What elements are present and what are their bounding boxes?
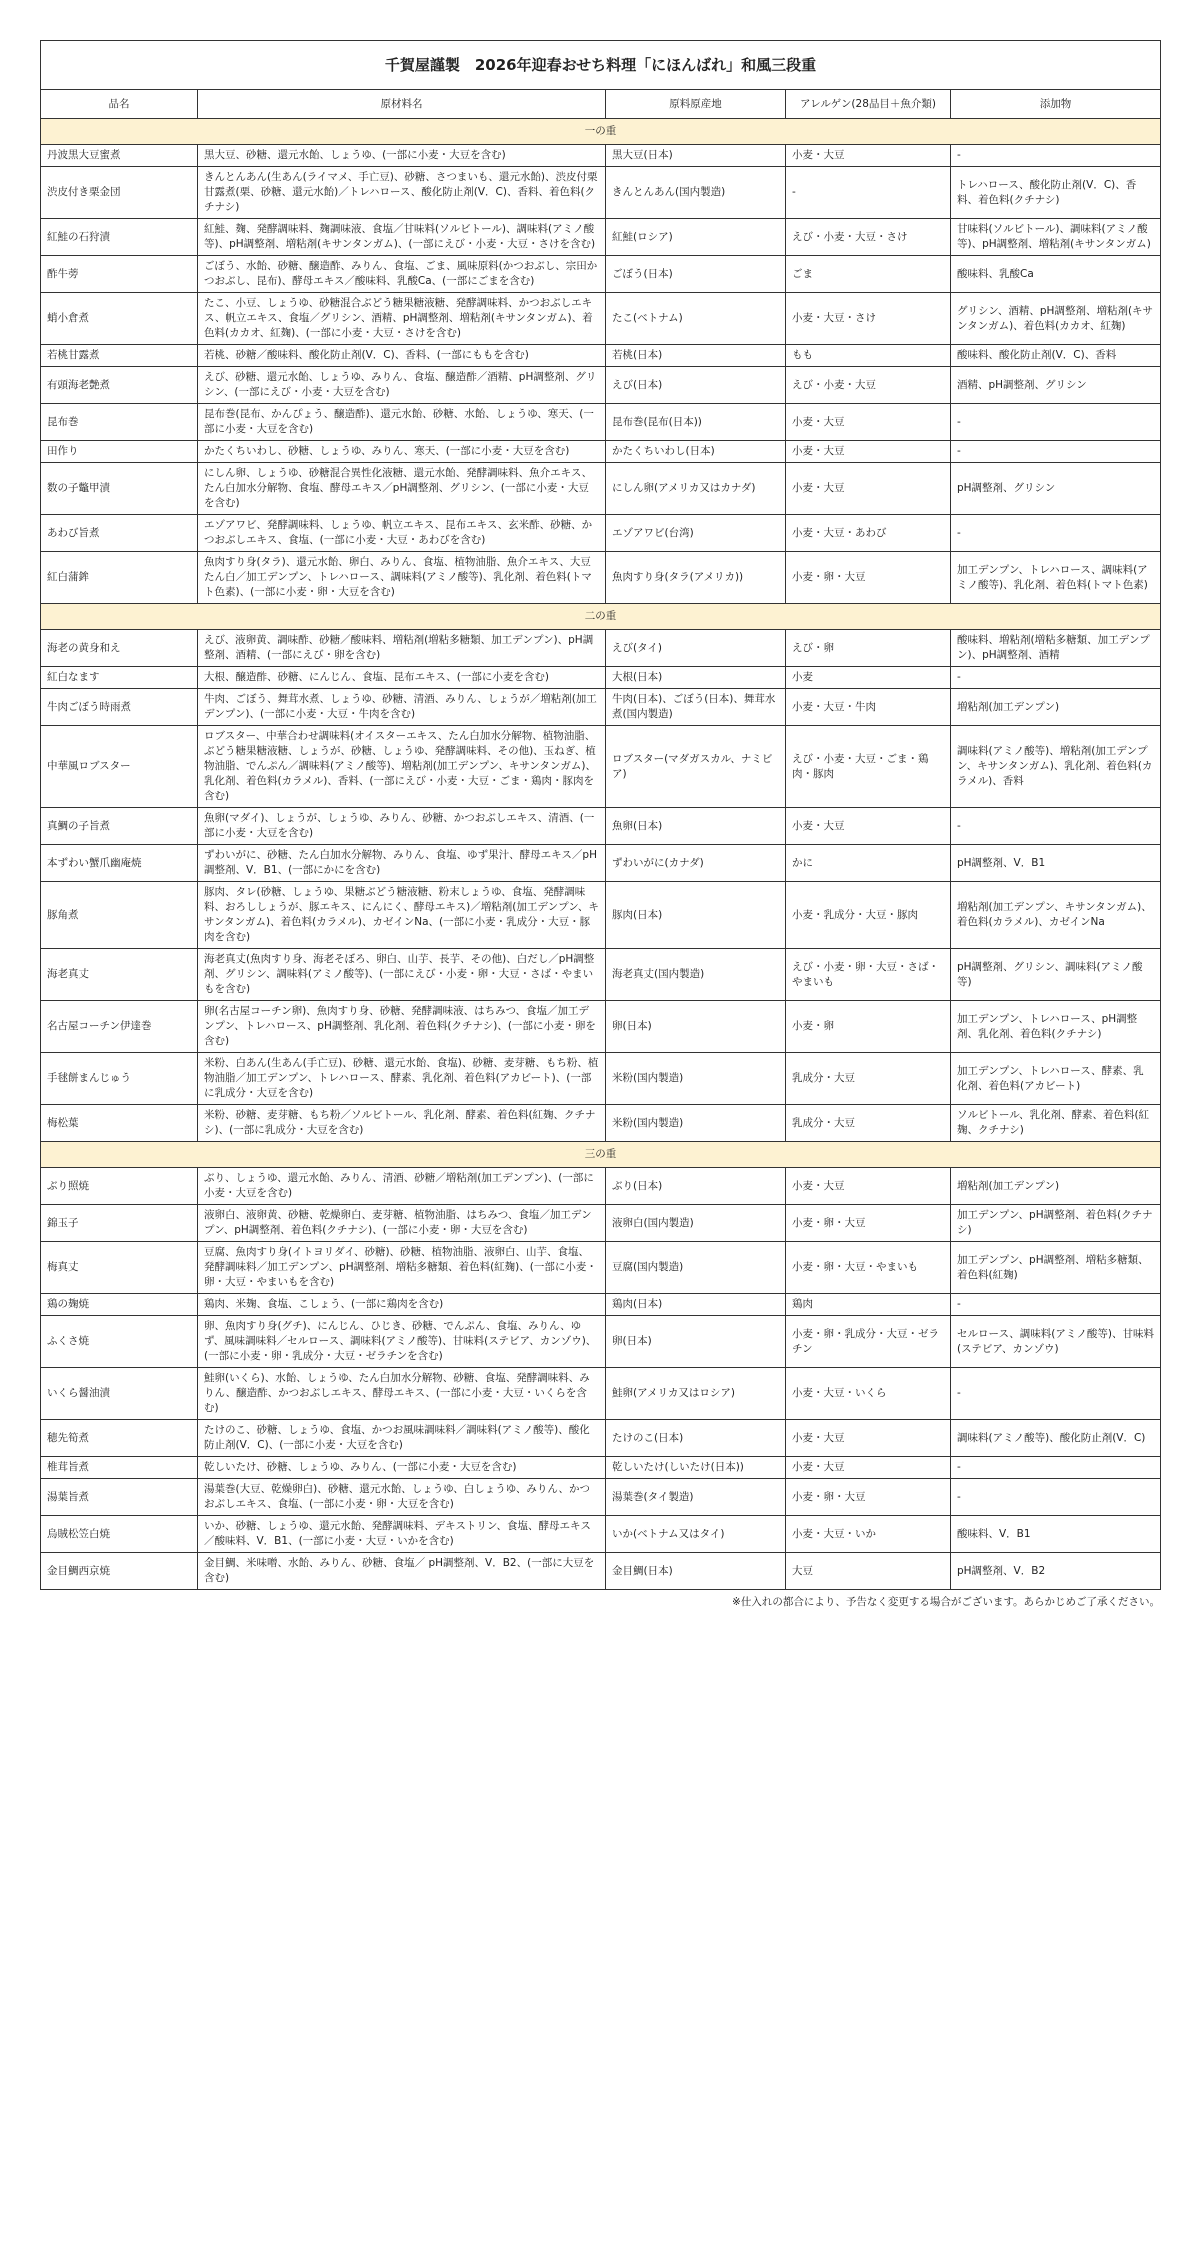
ingredients-cell: いか、砂糖、しょうゆ、還元水飴、発酵調味料、デキストリン、食塩、酵母エキス／酸味料、V．B1、(一部に小麦・大豆・いかを含む) bbox=[198, 1516, 606, 1553]
ingredients-cell: エゾアワビ、発酵調味料、しょうゆ、帆立エキス、昆布エキス、玄米酢、砂糖、かつおぶしエキス、食塩、(一部に小麦・大豆・あわびを含む) bbox=[198, 515, 606, 552]
allergen-cell: かに bbox=[786, 845, 951, 882]
table-row bbox=[41, 1168, 1161, 1205]
item-name-cell: 酢牛蒡 bbox=[41, 256, 198, 293]
item-name-cell: 海老の黄身和え bbox=[41, 630, 198, 667]
table-row bbox=[41, 1479, 1161, 1516]
item-name-cell: 真鯛の子旨煮 bbox=[41, 808, 198, 845]
origin-cell: 湯葉巻(タイ製造) bbox=[606, 1479, 786, 1516]
table-row bbox=[41, 515, 1161, 552]
allergen-cell: えび・小麦・大豆・ごま・鶏肉・豚肉 bbox=[786, 726, 951, 808]
additives-cell: pH調整剤、グリシン bbox=[951, 463, 1161, 515]
origin-cell: たけのこ(日本) bbox=[606, 1420, 786, 1457]
origin-cell: 卵(日本) bbox=[606, 1001, 786, 1053]
origin-cell: 魚卵(日本) bbox=[606, 808, 786, 845]
allergen-cell: 小麦・大豆・いくら bbox=[786, 1368, 951, 1420]
additives-cell: pH調整剤、V．B2 bbox=[951, 1553, 1161, 1590]
ingredients-cell: かたくちいわし、砂糖、しょうゆ、みりん、寒天、(一部に小麦・大豆を含む) bbox=[198, 441, 606, 463]
ingredients-cell: 牛肉、ごぼう、舞茸水煮、しょうゆ、砂糖、清酒、みりん、しょうが／増粘剤(加工デンプン)、(一部に小麦・大豆・牛肉を含む) bbox=[198, 689, 606, 726]
item-name-cell: あわび旨煮 bbox=[41, 515, 198, 552]
allergen-cell: 鶏肉 bbox=[786, 1294, 951, 1316]
item-name-cell: 烏賊松笠白焼 bbox=[41, 1516, 198, 1553]
additives-cell: ソルビトール、乳化剤、酵素、着色料(紅麹、クチナシ) bbox=[951, 1105, 1161, 1142]
additives-cell: 調味料(アミノ酸等)、増粘剤(加工デンプン、キサンタンガム)、乳化剤、着色料(カラメル)、香料 bbox=[951, 726, 1161, 808]
ingredients-cell: ぶり、しょうゆ、還元水飴、みりん、清酒、砂糖／増粘剤(加工デンプン)、(一部に小麦・大豆を含む) bbox=[198, 1168, 606, 1205]
item-name-cell: 紅鮭の石狩漬 bbox=[41, 219, 198, 256]
table-row bbox=[41, 1420, 1161, 1457]
allergen-cell: 小麦・卵・乳成分・大豆・ゼラチン bbox=[786, 1316, 951, 1368]
origin-cell: えび(タイ) bbox=[606, 630, 786, 667]
allergen-cell: 小麦・卵 bbox=[786, 1001, 951, 1053]
table-row bbox=[41, 219, 1161, 256]
table-row bbox=[41, 845, 1161, 882]
additives-cell: pH調整剤、グリシン、調味料(アミノ酸等) bbox=[951, 949, 1161, 1001]
table-row bbox=[41, 726, 1161, 808]
additives-cell: 加工デンプン、トレハロース、pH調整剤、乳化剤、着色料(クチナシ) bbox=[951, 1001, 1161, 1053]
footnote: ※仕入れの都合により、予告なく変更する場合がございます。あらかじめご了承ください。 bbox=[732, 1596, 1160, 1608]
table-row bbox=[41, 552, 1161, 604]
origin-cell: 鶏肉(日本) bbox=[606, 1294, 786, 1316]
table-body bbox=[41, 119, 1161, 1590]
item-name-cell: 海老真丈 bbox=[41, 949, 198, 1001]
item-name-cell: ふくさ焼 bbox=[41, 1316, 198, 1368]
item-name-cell: 紅白なます bbox=[41, 667, 198, 689]
item-name-cell: 錦玉子 bbox=[41, 1205, 198, 1242]
table-row bbox=[41, 1001, 1161, 1053]
table-row bbox=[41, 882, 1161, 949]
origin-cell: 大根(日本) bbox=[606, 667, 786, 689]
item-name-cell: 牛肉ごぼう時雨煮 bbox=[41, 689, 198, 726]
item-name-cell: 昆布巻 bbox=[41, 404, 198, 441]
ingredients-cell: 液卵白、液卵黄、砂糖、乾燥卵白、麦芽糖、植物油脂、はちみつ、食塩／加工デンプン、pH調整剤、着色料(クチナシ)、(一部に小麦・卵・大豆を含む) bbox=[198, 1205, 606, 1242]
table-row bbox=[41, 689, 1161, 726]
additives-cell: 加工デンプン、pH調整剤、着色料(クチナシ) bbox=[951, 1205, 1161, 1242]
allergen-cell: えび・卵 bbox=[786, 630, 951, 667]
ingredients-cell: 若桃、砂糖／酸味料、酸化防止剤(V．C)、香料、(一部にももを含む) bbox=[198, 345, 606, 367]
origin-cell: 米粉(国内製造) bbox=[606, 1053, 786, 1105]
allergen-cell: ごま bbox=[786, 256, 951, 293]
column-header: 添加物 bbox=[951, 90, 1161, 119]
table-row bbox=[41, 1053, 1161, 1105]
section-header-row bbox=[41, 604, 1161, 630]
ingredients-cell: ずわいがに、砂糖、たん白加水分解物、みりん、食塩、ゆず果汁、酵母エキス／pH調整剤、V．B1、(一部にかにを含む) bbox=[198, 845, 606, 882]
section-title: 三の重 bbox=[41, 1142, 1161, 1168]
ingredients-cell: 魚卵(マダイ)、しょうが、しょうゆ、みりん、砂糖、かつおぶしエキス、清酒、(一部に小麦・大豆を含む) bbox=[198, 808, 606, 845]
section-title: 二の重 bbox=[41, 604, 1161, 630]
allergen-cell: 小麦・卵・大豆・やまいも bbox=[786, 1242, 951, 1294]
ingredients-cell: 黒大豆、砂糖、還元水飴、しょうゆ、(一部に小麦・大豆を含む) bbox=[198, 145, 606, 167]
origin-cell: たこ(ベトナム) bbox=[606, 293, 786, 345]
additives-cell: 増粘剤(加工デンプン) bbox=[951, 1168, 1161, 1205]
item-name-cell: 丹波黒大豆蜜煮 bbox=[41, 145, 198, 167]
allergen-cell: えび・小麦・大豆 bbox=[786, 367, 951, 404]
table-row bbox=[41, 404, 1161, 441]
ingredients-cell: 鮭卵(いくら)、水飴、しょうゆ、たん白加水分解物、砂糖、食塩、発酵調味料、みりん、醸造酢、かつおぶしエキス、酵母エキス、(一部に小麦・大豆・いくらを含む) bbox=[198, 1368, 606, 1420]
additives-cell: 酸味料、酸化防止剤(V．C)、香料 bbox=[951, 345, 1161, 367]
origin-cell: 卵(日本) bbox=[606, 1316, 786, 1368]
ingredients-cell: えび、液卵黄、調味酢、砂糖／酸味料、増粘剤(増粘多糖類、加工デンプン)、pH調整剤、酒精、(一部にえび・卵を含む) bbox=[198, 630, 606, 667]
origin-cell: 金目鯛(日本) bbox=[606, 1553, 786, 1590]
additives-cell: 甘味料(ソルビトール)、調味料(アミノ酸等)、pH調整剤、増粘剤(キサンタンガム) bbox=[951, 219, 1161, 256]
item-name-cell: 金目鯛西京焼 bbox=[41, 1553, 198, 1590]
additives-cell: グリシン、酒精、pH調整剤、増粘剤(キサンタンガム)、着色料(カカオ、紅麹) bbox=[951, 293, 1161, 345]
additives-cell: トレハロース、酸化防止剤(V．C)、香料、着色料(クチナシ) bbox=[951, 167, 1161, 219]
item-name-cell: 梅真丈 bbox=[41, 1242, 198, 1294]
item-name-cell: 紅白蒲鉾 bbox=[41, 552, 198, 604]
ingredients-cell: 海老真丈(魚肉すり身、海老そぼろ、卵白、山芋、長芋、その他)、白だし／pH調整剤、グリシン、調味料(アミノ酸等)、(一部にえび・小麦・卵・大豆・さば・やまいもを含む) bbox=[198, 949, 606, 1001]
origin-cell: 豚肉(日本) bbox=[606, 882, 786, 949]
ingredients-cell: 乾しいたけ、砂糖、しょうゆ、みりん、(一部に小麦・大豆を含む) bbox=[198, 1457, 606, 1479]
table-row bbox=[41, 1553, 1161, 1590]
item-name-cell: 蛸小倉煮 bbox=[41, 293, 198, 345]
origin-cell: 米粉(国内製造) bbox=[606, 1105, 786, 1142]
table-row bbox=[41, 808, 1161, 845]
allergen-cell: 小麦・卵・大豆 bbox=[786, 1205, 951, 1242]
origin-cell: 紅鮭(ロシア) bbox=[606, 219, 786, 256]
origin-cell: 牛肉(日本)、ごぼう(日本)、舞茸水煮(国内製造) bbox=[606, 689, 786, 726]
allergen-cell: 乳成分・大豆 bbox=[786, 1105, 951, 1142]
origin-cell: ごぼう(日本) bbox=[606, 256, 786, 293]
ingredients-cell: 大根、醸造酢、砂糖、にんじん、食塩、昆布エキス、(一部に小麦を含む) bbox=[198, 667, 606, 689]
item-name-cell: 田作り bbox=[41, 441, 198, 463]
ingredients-cell: たこ、小豆、しょうゆ、砂糖混合ぶどう糖果糖液糖、発酵調味料、かつおぶしエキス、帆立エキス、食塩／グリシン、酒精、pH調整剤、増粘剤(キサンタンガム)、着色料(カカオ、紅麹)、(一部に小麦・大豆・さけを含む) bbox=[198, 293, 606, 345]
allergen-cell: 小麦・大豆 bbox=[786, 404, 951, 441]
section-header-row bbox=[41, 119, 1161, 145]
additives-cell: 増粘剤(加工デンプン) bbox=[951, 689, 1161, 726]
page-title: 千賀屋謹製 2026年迎春おせち料理「にほんばれ」和風三段重 bbox=[41, 41, 1161, 90]
ingredients-cell: ロブスター、中華合わせ調味料(オイスターエキス、たん白加水分解物、植物油脂、ぶどう糖果糖液糖、しょうが、砂糖、しょうゆ、発酵調味料、その他)、玉ねぎ、植物油脂、でんぷん／調味料(アミノ酸等)、増粘剤(加工デンプン、キサンタンガム)、乳化剤、着色料(カラメル)、香料、(一部にえび・小麦・大豆・ごま・鶏肉・豚肉を含む) bbox=[198, 726, 606, 808]
table-row bbox=[41, 1105, 1161, 1142]
item-name-cell: 若桃甘露煮 bbox=[41, 345, 198, 367]
origin-cell: きんとんあん(国内製造) bbox=[606, 167, 786, 219]
additives-cell: - bbox=[951, 1294, 1161, 1316]
item-name-cell: 有頭海老艶煮 bbox=[41, 367, 198, 404]
allergen-cell: 小麦・大豆・あわび bbox=[786, 515, 951, 552]
table-row bbox=[41, 145, 1161, 167]
item-name-cell: 本ずわい蟹爪幽庵焼 bbox=[41, 845, 198, 882]
table-row bbox=[41, 1368, 1161, 1420]
allergen-cell: もも bbox=[786, 345, 951, 367]
additives-cell: 加工デンプン、トレハロース、調味料(アミノ酸等)、乳化剤、着色料(トマト色素) bbox=[951, 552, 1161, 604]
origin-cell: いか(ベトナム又はタイ) bbox=[606, 1516, 786, 1553]
additives-cell: - bbox=[951, 145, 1161, 167]
column-headers bbox=[41, 90, 1161, 119]
column-header: 原材料名 bbox=[198, 90, 606, 119]
item-name-cell: 椎茸旨煮 bbox=[41, 1457, 198, 1479]
item-name-cell: 手毬餅まんじゅう bbox=[41, 1053, 198, 1105]
table-row bbox=[41, 667, 1161, 689]
table-row bbox=[41, 1205, 1161, 1242]
item-name-cell: 豚角煮 bbox=[41, 882, 198, 949]
table-row bbox=[41, 1294, 1161, 1316]
table-row bbox=[41, 367, 1161, 404]
origin-cell: ずわいがに(カナダ) bbox=[606, 845, 786, 882]
ingredients-cell: 鶏肉、米麹、食塩、こしょう、(一部に鶏肉を含む) bbox=[198, 1294, 606, 1316]
table-row bbox=[41, 630, 1161, 667]
origin-cell: 海老真丈(国内製造) bbox=[606, 949, 786, 1001]
additives-cell: セルロース、調味料(アミノ酸等)、甘味料(ステビア、カンゾウ) bbox=[951, 1316, 1161, 1368]
ingredients-cell: 米粉、白あん(生あん(手亡豆)、砂糖、還元水飴、食塩)、砂糖、麦芽糖、もち粉、植物油脂／加工デンプン、トレハロース、酵素、乳化剤、着色料(アカビート)、(一部に乳成分・大豆を含む) bbox=[198, 1053, 606, 1105]
additives-cell: 加工デンプン、トレハロース、酵素、乳化剤、着色料(アカビート) bbox=[951, 1053, 1161, 1105]
table-row bbox=[41, 345, 1161, 367]
column-header: 品名 bbox=[41, 90, 198, 119]
origin-cell: かたくちいわし(日本) bbox=[606, 441, 786, 463]
additives-cell: 酸味料、V．B1 bbox=[951, 1516, 1161, 1553]
origin-cell: 若桃(日本) bbox=[606, 345, 786, 367]
additives-cell: - bbox=[951, 1457, 1161, 1479]
allergen-cell: 小麦・卵・大豆 bbox=[786, 552, 951, 604]
origin-cell: エゾアワビ(台湾) bbox=[606, 515, 786, 552]
additives-cell: - bbox=[951, 404, 1161, 441]
allergen-cell: えび・小麦・卵・大豆・さば・やまいも bbox=[786, 949, 951, 1001]
ingredients-cell: 紅鮭、麹、発酵調味料、麹調味液、食塩／甘味料(ソルビトール)、調味料(アミノ酸等)、pH調整剤、増粘剤(キサンタンガム)、(一部にえび・小麦・大豆・さけを含む) bbox=[198, 219, 606, 256]
additives-cell: 酸味料、増粘剤(増粘多糖類、加工デンプン)、pH調整剤、酒精 bbox=[951, 630, 1161, 667]
additives-cell: 加工デンプン、pH調整剤、増粘多糖類、着色料(紅麹) bbox=[951, 1242, 1161, 1294]
allergen-cell: - bbox=[786, 167, 951, 219]
column-header: 原料原産地 bbox=[606, 90, 786, 119]
allergen-cell: えび・小麦・大豆・さけ bbox=[786, 219, 951, 256]
allergen-cell: 小麦・大豆 bbox=[786, 145, 951, 167]
ingredients-cell: きんとんあん(生あん(ライマメ、手亡豆)、砂糖、さつまいも、還元水飴)、渋皮付栗甘露煮(栗、砂糖、還元水飴)／トレハロース、酸化防止剤(V．C)、香料、着色料(クチナシ) bbox=[198, 167, 606, 219]
allergen-cell: 小麦・大豆・さけ bbox=[786, 293, 951, 345]
additives-cell: 調味料(アミノ酸等)、酸化防止剤(V．C) bbox=[951, 1420, 1161, 1457]
ingredients-cell: 金目鯛、米味噌、水飴、みりん、砂糖、食塩／ pH調整剤、V．B2、(一部に大豆を含む) bbox=[198, 1553, 606, 1590]
item-name-cell: ぶり照焼 bbox=[41, 1168, 198, 1205]
table-row bbox=[41, 463, 1161, 515]
ingredients-cell: にしん卵、しょうゆ、砂糖混合異性化液糖、還元水飴、発酵調味料、魚介エキス、たん白加水分解物、食塩、酵母エキス／pH調整剤、グリシン、(一部に小麦・大豆を含む) bbox=[198, 463, 606, 515]
origin-cell: 黒大豆(日本) bbox=[606, 145, 786, 167]
item-name-cell: いくら醤油漬 bbox=[41, 1368, 198, 1420]
allergen-cell: 小麦・大豆 bbox=[786, 441, 951, 463]
origin-cell: 魚肉すり身(タラ(アメリカ)) bbox=[606, 552, 786, 604]
origin-cell: えび(日本) bbox=[606, 367, 786, 404]
allergen-cell: 小麦・大豆 bbox=[786, 808, 951, 845]
additives-cell: - bbox=[951, 1368, 1161, 1420]
ingredients-table bbox=[40, 40, 1161, 1590]
item-name-cell: 梅松葉 bbox=[41, 1105, 198, 1142]
allergen-cell: 小麦・大豆・牛肉 bbox=[786, 689, 951, 726]
table-row bbox=[41, 256, 1161, 293]
table-row bbox=[41, 1316, 1161, 1368]
allergen-cell: 小麦・卵・大豆 bbox=[786, 1479, 951, 1516]
additives-cell: - bbox=[951, 441, 1161, 463]
allergen-cell: 小麦・乳成分・大豆・豚肉 bbox=[786, 882, 951, 949]
origin-cell: にしん卵(アメリカ又はカナダ) bbox=[606, 463, 786, 515]
additives-cell: 増粘剤(加工デンプン、キサンタンガム)、着色料(カラメル)、カゼインNa bbox=[951, 882, 1161, 949]
ingredients-cell: 豚肉、タレ(砂糖、しょうゆ、果糖ぶどう糖液糖、粉末しょうゆ、食塩、発酵調味料、おろししょうが、豚エキス、にんにく、酵母エキス)／増粘剤(加工デンプン、キサンタンガム)、着色料(カラメル)、カゼインNa、(一部に小麦・乳成分・大豆・豚肉を含む) bbox=[198, 882, 606, 949]
allergen-cell: 大豆 bbox=[786, 1553, 951, 1590]
table-row bbox=[41, 293, 1161, 345]
item-name-cell: 渋皮付き栗金団 bbox=[41, 167, 198, 219]
allergen-cell: 小麦・大豆 bbox=[786, 1457, 951, 1479]
table-row bbox=[41, 1457, 1161, 1479]
table-row bbox=[41, 949, 1161, 1001]
additives-cell: - bbox=[951, 808, 1161, 845]
ingredients-cell: えび、砂糖、還元水飴、しょうゆ、みりん、食塩、醸造酢／酒精、pH調整剤、グリシン、(一部にえび・小麦・大豆を含む) bbox=[198, 367, 606, 404]
origin-cell: 豆腐(国内製造) bbox=[606, 1242, 786, 1294]
allergen-cell: 小麦・大豆 bbox=[786, 1168, 951, 1205]
column-header: アレルゲン(28品目＋魚介類) bbox=[786, 90, 951, 119]
section-header-row bbox=[41, 1142, 1161, 1168]
additives-cell: - bbox=[951, 667, 1161, 689]
ingredients-cell: たけのこ、砂糖、しょうゆ、食塩、かつお風味調味料／調味料(アミノ酸等)、酸化防止剤(V．C)、(一部に小麦・大豆を含む) bbox=[198, 1420, 606, 1457]
ingredients-cell: 昆布巻(昆布、かんぴょう、醸造酢)、還元水飴、砂糖、水飴、しょうゆ、寒天、(一部に小麦・大豆を含む) bbox=[198, 404, 606, 441]
ingredients-cell: 卵(名古屋コーチン卵)、魚肉すり身、砂糖、発酵調味液、はちみつ、食塩／加工デンプン、トレハロース、pH調整剤、乳化剤、着色料(クチナシ)、(一部に小麦・卵を含む) bbox=[198, 1001, 606, 1053]
origin-cell: 液卵白(国内製造) bbox=[606, 1205, 786, 1242]
ingredients-cell: 豆腐、魚肉すり身(イトヨリダイ、砂糖)、砂糖、植物油脂、液卵白、山芋、食塩、発酵調味料／加工デンプン、pH調整剤、増粘多糖類、着色料(紅麹)、(一部に小麦・卵・大豆・やまいもを含む) bbox=[198, 1242, 606, 1294]
ingredients-cell: 米粉、砂糖、麦芽糖、もち粉／ソルビトール、乳化剤、酵素、着色料(紅麹、クチナシ)、(一部に乳成分・大豆を含む) bbox=[198, 1105, 606, 1142]
allergen-cell: 小麦・大豆・いか bbox=[786, 1516, 951, 1553]
ingredients-cell: 卵、魚肉すり身(グチ)、にんじん、ひじき、砂糖、でんぷん、食塩、みりん、ゆず、風味調味料／セルロース、調味料(アミノ酸等)、甘味料(ステビア、カンゾウ)、(一部に小麦・卵・乳成分・大豆・ゼラチンを含む) bbox=[198, 1316, 606, 1368]
table-row bbox=[41, 1516, 1161, 1553]
item-name-cell: 名古屋コーチン伊達巻 bbox=[41, 1001, 198, 1053]
ingredients-cell: 湯葉巻(大豆、乾燥卵白)、砂糖、還元水飴、しょうゆ、白しょうゆ、みりん、かつおぶしエキス、食塩、(一部に小麦・卵・大豆を含む) bbox=[198, 1479, 606, 1516]
origin-cell: 乾しいたけ(しいたけ(日本)) bbox=[606, 1457, 786, 1479]
item-name-cell: 中華風ロブスター bbox=[41, 726, 198, 808]
table-row bbox=[41, 441, 1161, 463]
origin-cell: 鮭卵(アメリカ又はロシア) bbox=[606, 1368, 786, 1420]
item-name-cell: 鶏の麹焼 bbox=[41, 1294, 198, 1316]
item-name-cell: 湯葉旨煮 bbox=[41, 1479, 198, 1516]
section-title: 一の重 bbox=[41, 119, 1161, 145]
origin-cell: ロブスター(マダガスカル、ナミビア) bbox=[606, 726, 786, 808]
item-name-cell: 穂先筍煮 bbox=[41, 1420, 198, 1457]
ingredients-cell: ごぼう、水飴、砂糖、醸造酢、みりん、食塩、ごま、風味原料(かつおぶし、宗田かつおぶし、昆布)、酵母エキス／酸味料、乳酸Ca、(一部にごまを含む) bbox=[198, 256, 606, 293]
item-name-cell: 数の子鼈甲漬 bbox=[41, 463, 198, 515]
additives-cell: - bbox=[951, 1479, 1161, 1516]
table-row bbox=[41, 167, 1161, 219]
allergen-cell: 乳成分・大豆 bbox=[786, 1053, 951, 1105]
additives-cell: 酸味料、乳酸Ca bbox=[951, 256, 1161, 293]
ingredients-cell: 魚肉すり身(タラ)、還元水飴、卵白、みりん、食塩、植物油脂、魚介エキス、大豆たん白／加工デンプン、トレハロース、調味料(アミノ酸等)、乳化剤、着色料(トマト色素)、(一部に小麦・卵・大豆を含む) bbox=[198, 552, 606, 604]
allergen-cell: 小麦 bbox=[786, 667, 951, 689]
allergen-cell: 小麦・大豆 bbox=[786, 1420, 951, 1457]
origin-cell: 昆布巻(昆布(日本)) bbox=[606, 404, 786, 441]
additives-cell: pH調整剤、V．B1 bbox=[951, 845, 1161, 882]
allergen-cell: 小麦・大豆 bbox=[786, 463, 951, 515]
table-row bbox=[41, 1242, 1161, 1294]
additives-cell: 酒精、pH調整剤、グリシン bbox=[951, 367, 1161, 404]
additives-cell: - bbox=[951, 515, 1161, 552]
origin-cell: ぶり(日本) bbox=[606, 1168, 786, 1205]
